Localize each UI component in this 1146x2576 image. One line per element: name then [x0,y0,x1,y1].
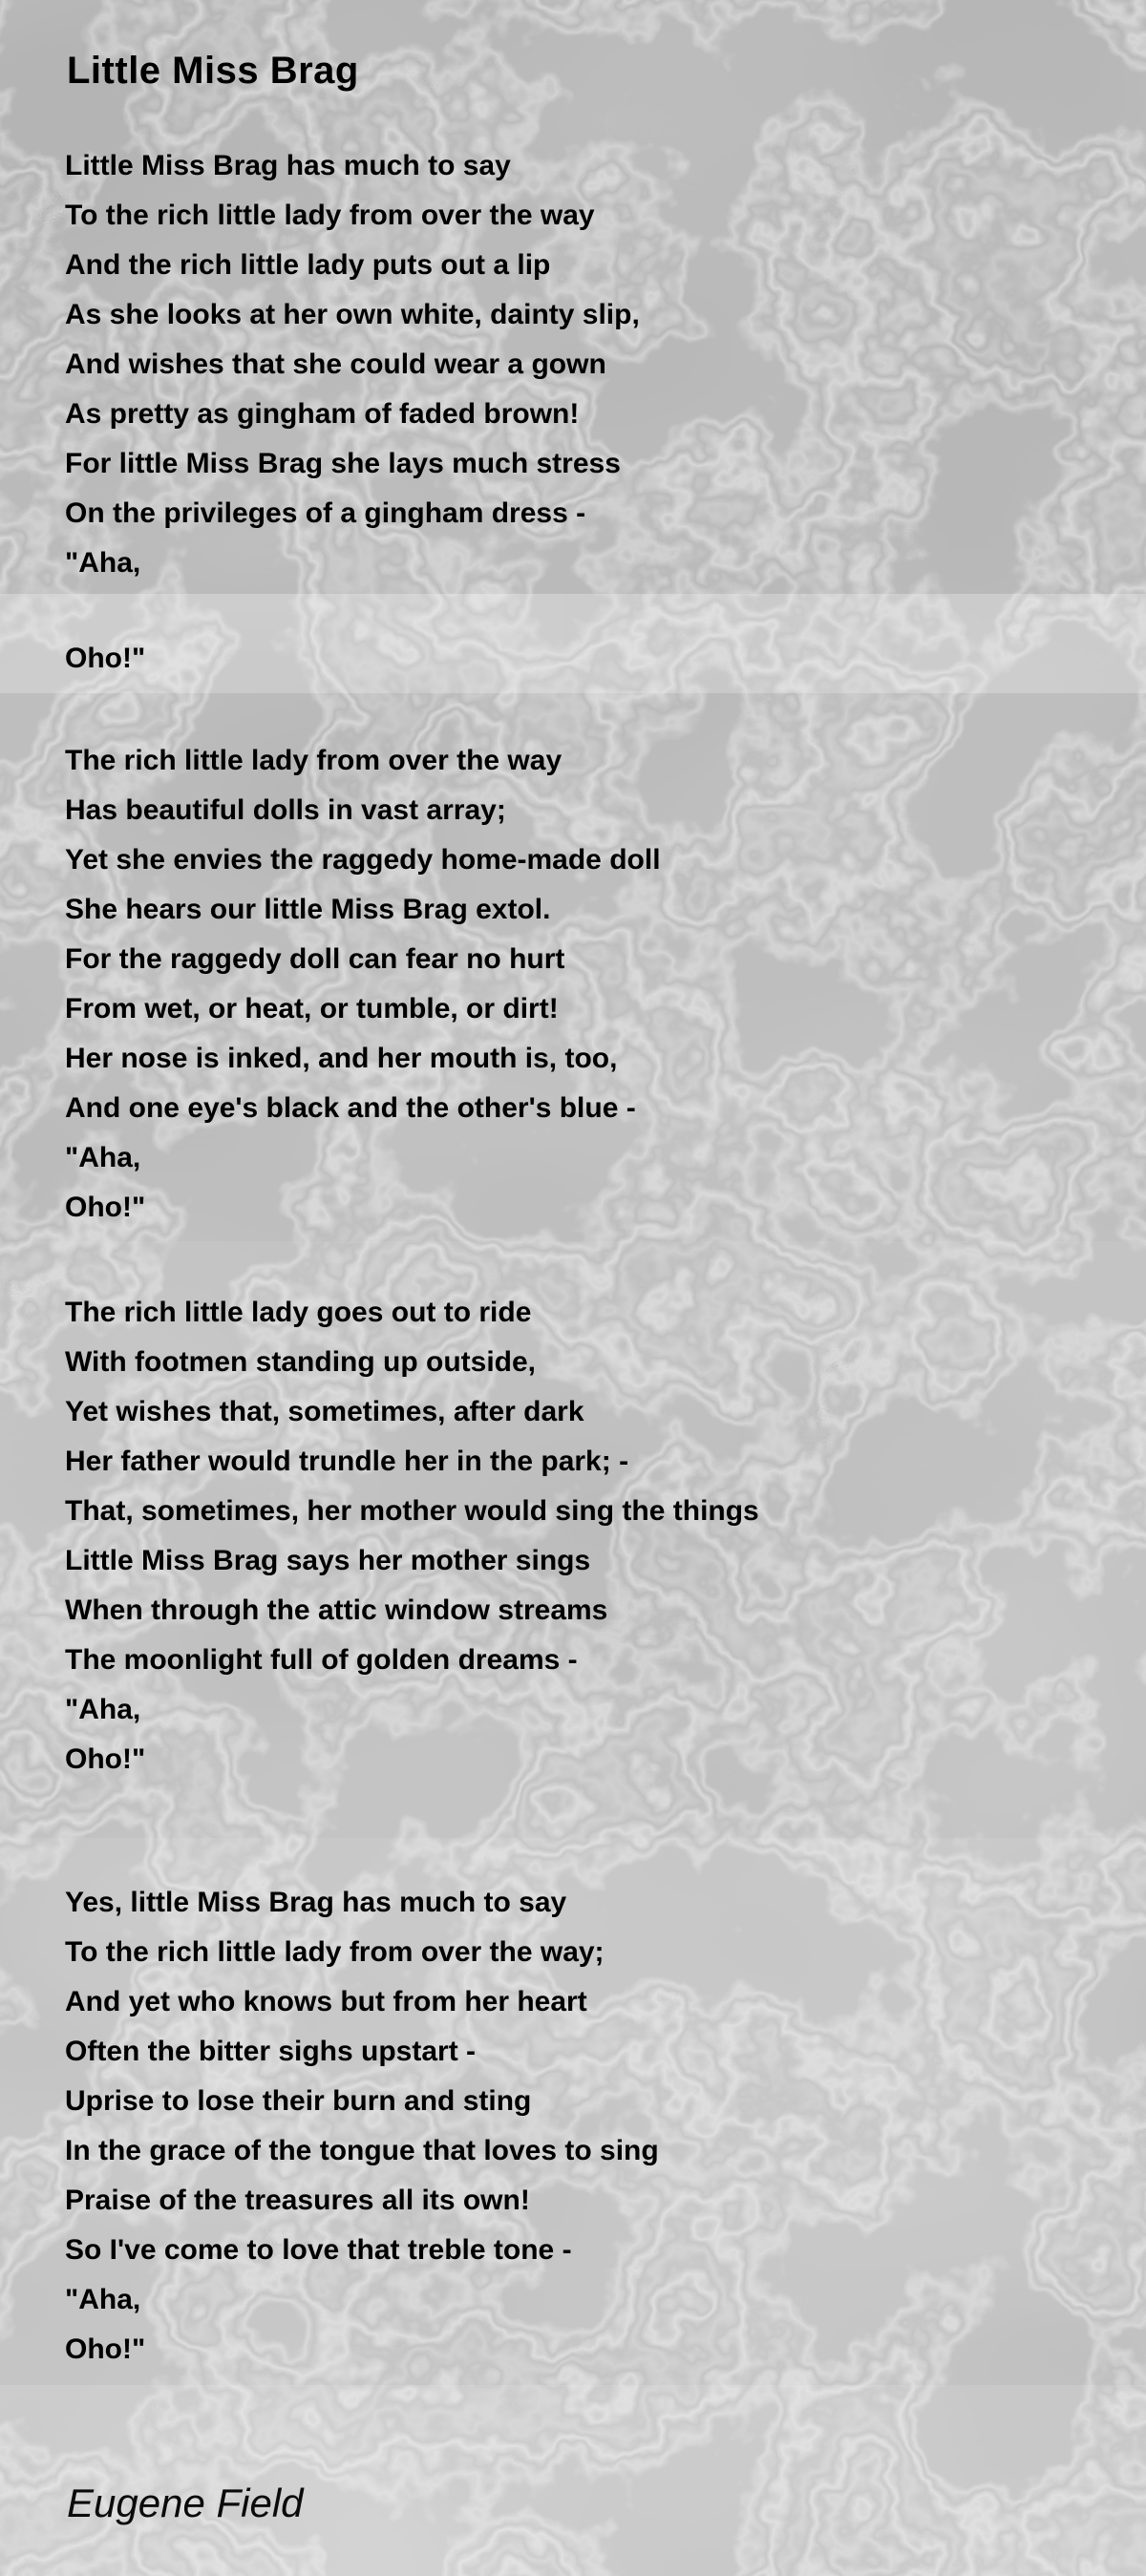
poem-line: Her nose is inked, and her mouth is, too, [65,1043,618,1074]
poem-line: Oho!" [65,643,146,674]
poem-line: And wishes that she could wear a gown [65,348,606,380]
poem-line: Often the bitter sighs upstart - [65,2036,477,2067]
poem-line: Oho!" [65,2333,146,2365]
poem-line: For little Miss Brag she lays much stress [65,448,621,479]
poem-line: The rich little lady goes out to ride [65,1297,532,1328]
stanza-5 [65,1878,659,2375]
poem-author: Eugene Field [67,2481,304,2525]
poem-line: For the raggedy doll can fear no hurt [65,943,565,975]
stanza-2 [65,634,145,684]
poem-line: Uprise to lose their burn and sting [65,2085,532,2117]
poem-line: The moonlight full of golden dreams - [65,1644,578,1676]
poem-line: Has beautiful dolls in vast array; [65,794,506,826]
poem-line: As she looks at her own white, dainty slip, [65,299,640,330]
poem-line: "Aha, [65,1694,141,1725]
poem-line: And the rich little lady puts out a lip [65,249,551,281]
poem-line: Little Miss Brag has much to say [65,150,511,181]
poem-line: The rich little lady from over the way [65,745,562,776]
poem-line: When through the attic window streams [65,1594,608,1626]
poem-line: And yet who knows but from her heart [65,1986,587,2017]
poem-line: Oho!" [65,1743,146,1775]
poem-line: Oho!" [65,1192,146,1223]
poem-line: To the rich little lady from over the way [65,200,595,231]
poem-line: And one eye's black and the other's blue - [65,1092,636,1124]
poem-line: "Aha, [65,2284,141,2315]
poem-title: Little Miss Brag [67,50,359,92]
poem-line: That, sometimes, her mother would sing the things [65,1495,759,1527]
stanza-4 [65,1288,759,1784]
poem-line: She hears our little Miss Brag extol. [65,894,551,925]
stanza-1 [65,141,640,588]
background-band [0,594,1146,693]
poem-line: From wet, or heat, or tumble, or dirt! [65,993,559,1024]
poem-line: Her father would trundle her in the park; - [65,1446,629,1477]
poem-line: As pretty as gingham of faded brown! [65,398,580,430]
poem-line: Yes, little Miss Brag has much to say [65,1887,567,1918]
poem-line: "Aha, [65,1142,141,1173]
poem-line: On the privileges of a gingham dress - [65,497,586,529]
poem-line: To the rich little lady from over the way; [65,1936,605,1968]
poem-line: Yet she envies the raggedy home-made doll [65,844,661,876]
poem-line: With footmen standing up outside, [65,1346,537,1378]
poem-line: So I've come to love that treble tone - [65,2234,572,2266]
poem-line: Praise of the treasures all its own! [65,2185,530,2216]
poem-line: Little Miss Brag says her mother sings [65,1545,591,1576]
poem-line: "Aha, [65,547,141,579]
poem-line: Yet wishes that, sometimes, after dark [65,1396,584,1427]
poem-line: In the grace of the tongue that loves to sing [65,2135,659,2166]
stanza-3 [65,736,661,1233]
